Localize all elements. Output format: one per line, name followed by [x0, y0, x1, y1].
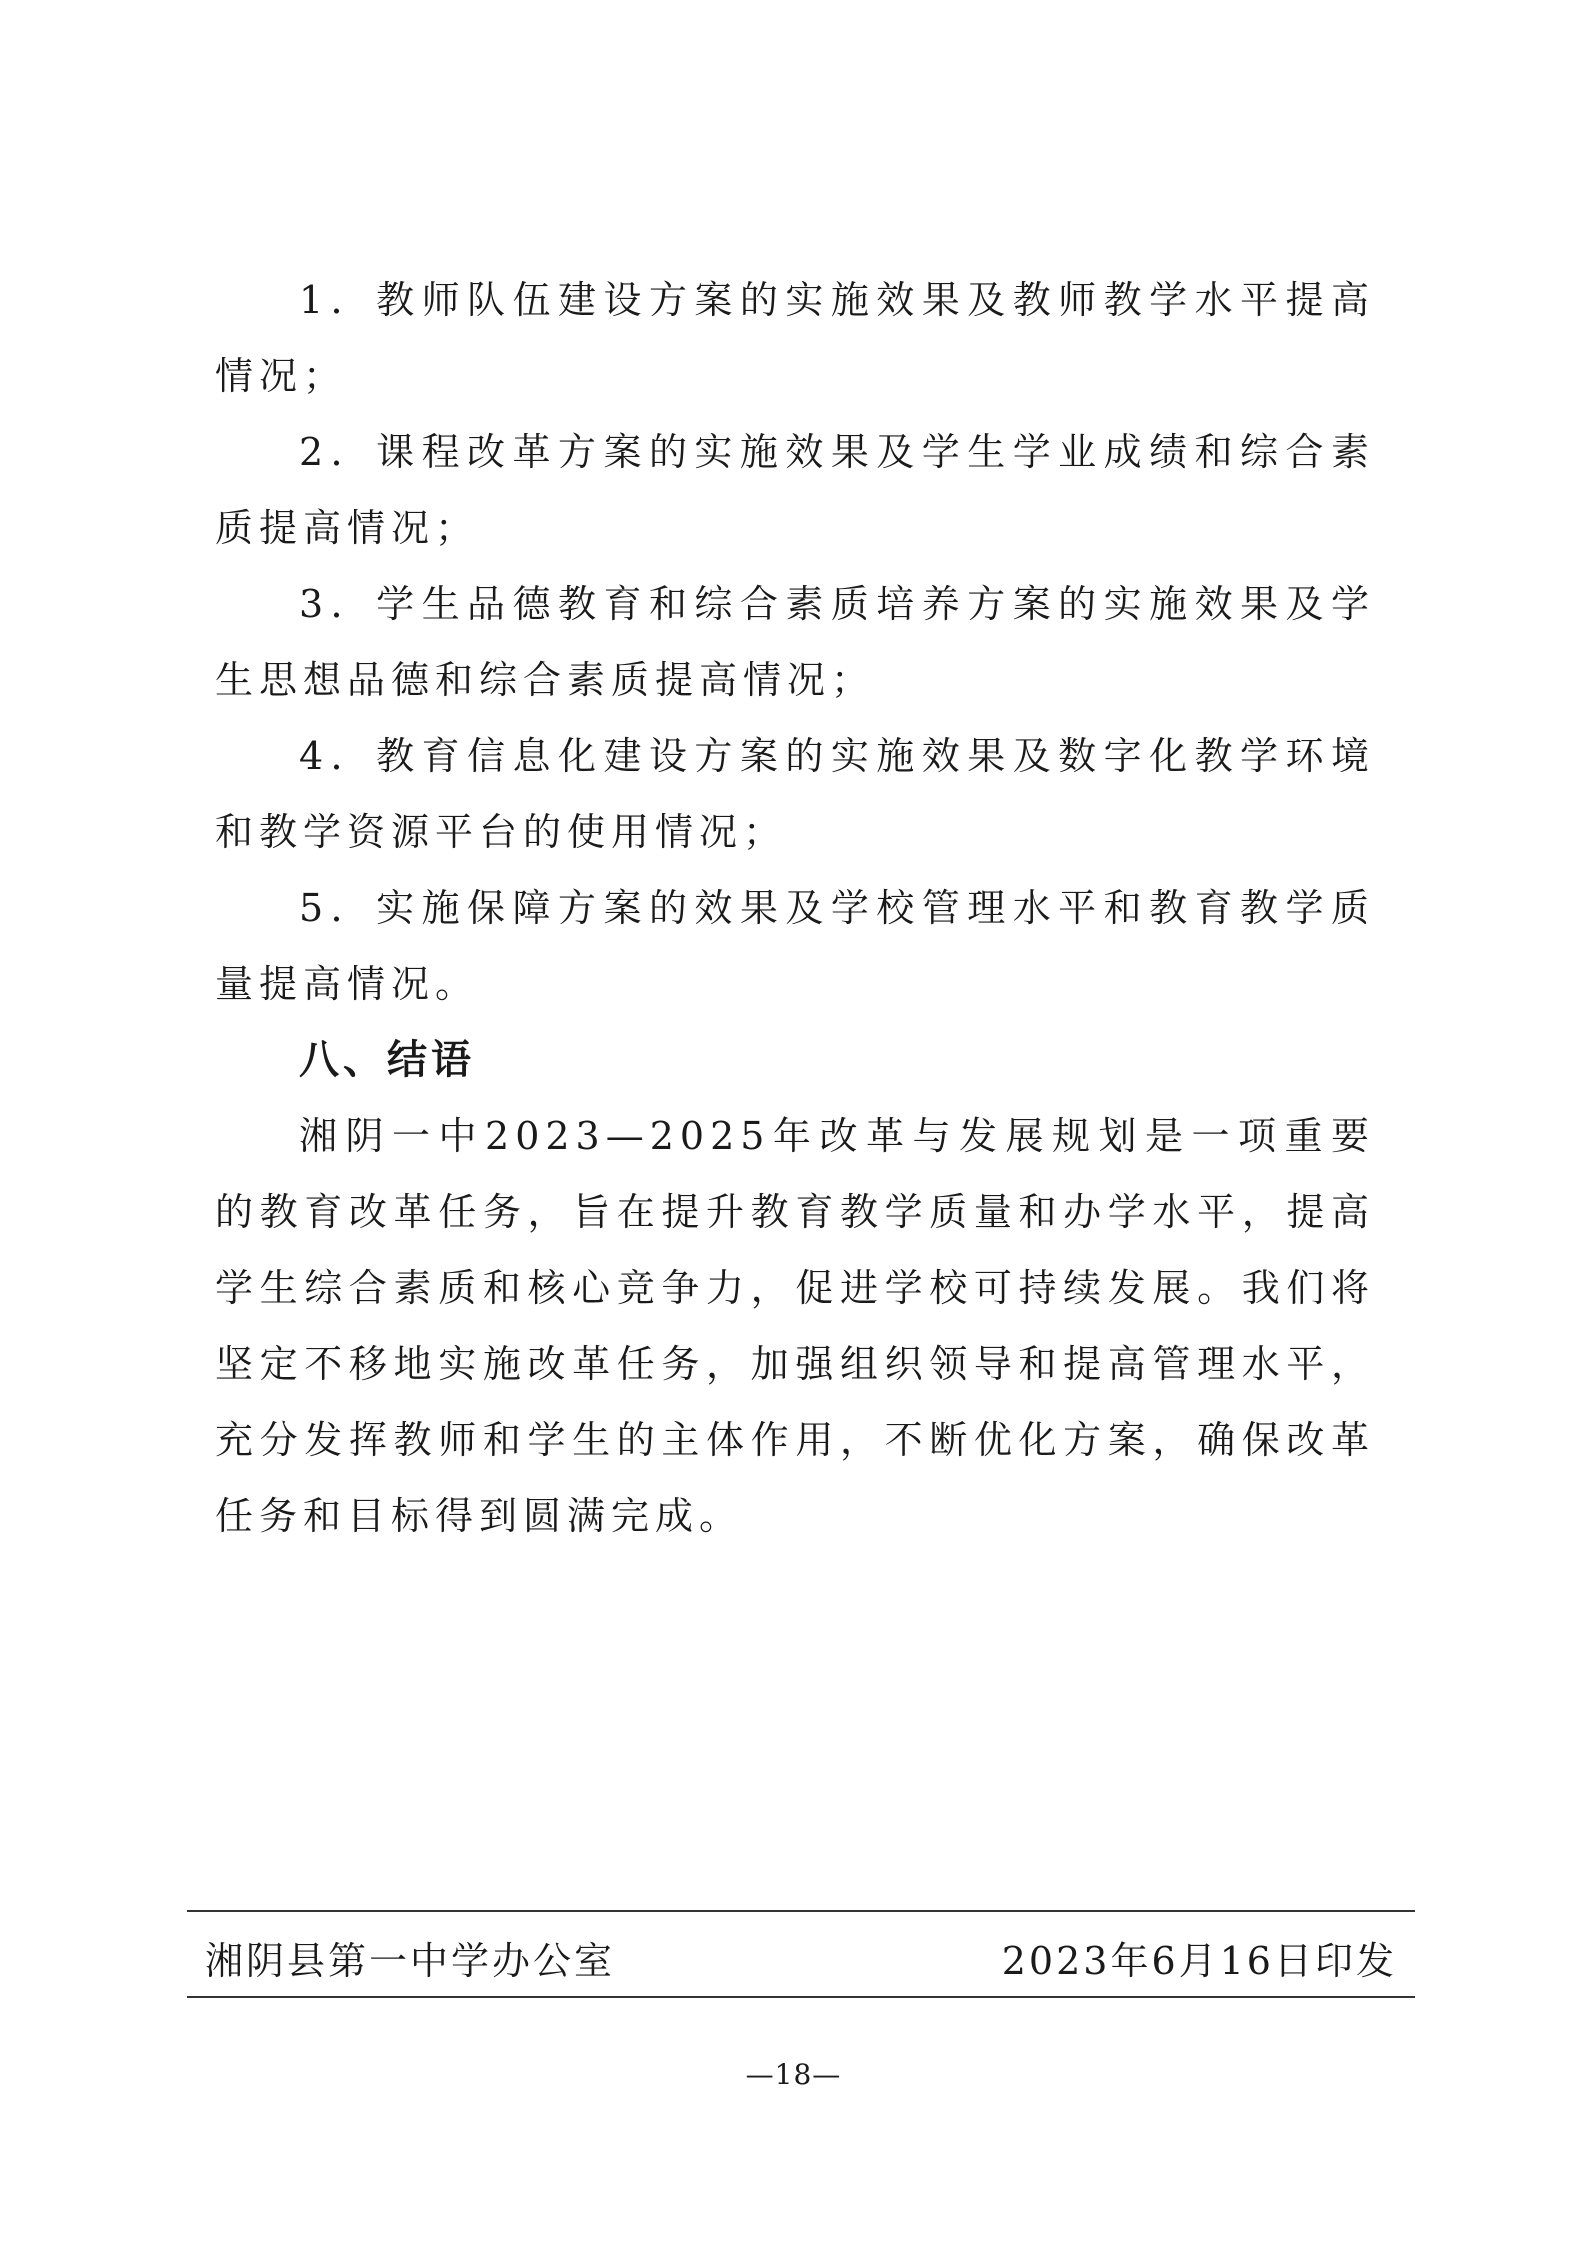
page-number: —18— — [745, 2058, 842, 2091]
issue-date: 2023年6月16日印发 — [1001, 1939, 1397, 1983]
conclusion-paragraph: 湘阴一中2023—2025年改革与发展规划是一项重要的教育改革任务，旨在提升教育教学质量和办学水平，提高学生综合素质和核心竞争力，促进学校可持续发展。我们将坚定不移地实施改革任务，加强组织领导和提高管理水平，充分发挥教师和学生的主体作用，不断优化方案，确保改革任务和目标得到圆满完成。 — [215, 1114, 1375, 1538]
list-item: 2．课程改革方案的实施效果及学生学业成绩和综合素质提高情况； — [215, 430, 1375, 550]
list-item: 5．实施保障方案的效果及学校管理水平和教育教学质量提高情况。 — [215, 886, 1375, 1006]
document-body — [215, 262, 1375, 1554]
issuance-footer — [187, 1910, 1415, 1998]
list-item: 4．教育信息化建设方案的实施效果及数字化教学环境和教学资源平台的使用情况； — [215, 734, 1375, 854]
list-item: 1．教师队伍建设方案的实施效果及教师教学水平提高情况； — [215, 278, 1375, 398]
issuer-name: 湘阴县第一中学办公室 — [205, 1939, 616, 1983]
list-item: 3．学生品德教育和综合素质培养方案的实施效果及学生思想品德和综合素质提高情况； — [215, 582, 1375, 702]
section-heading: 八、结语 — [299, 1037, 475, 1083]
